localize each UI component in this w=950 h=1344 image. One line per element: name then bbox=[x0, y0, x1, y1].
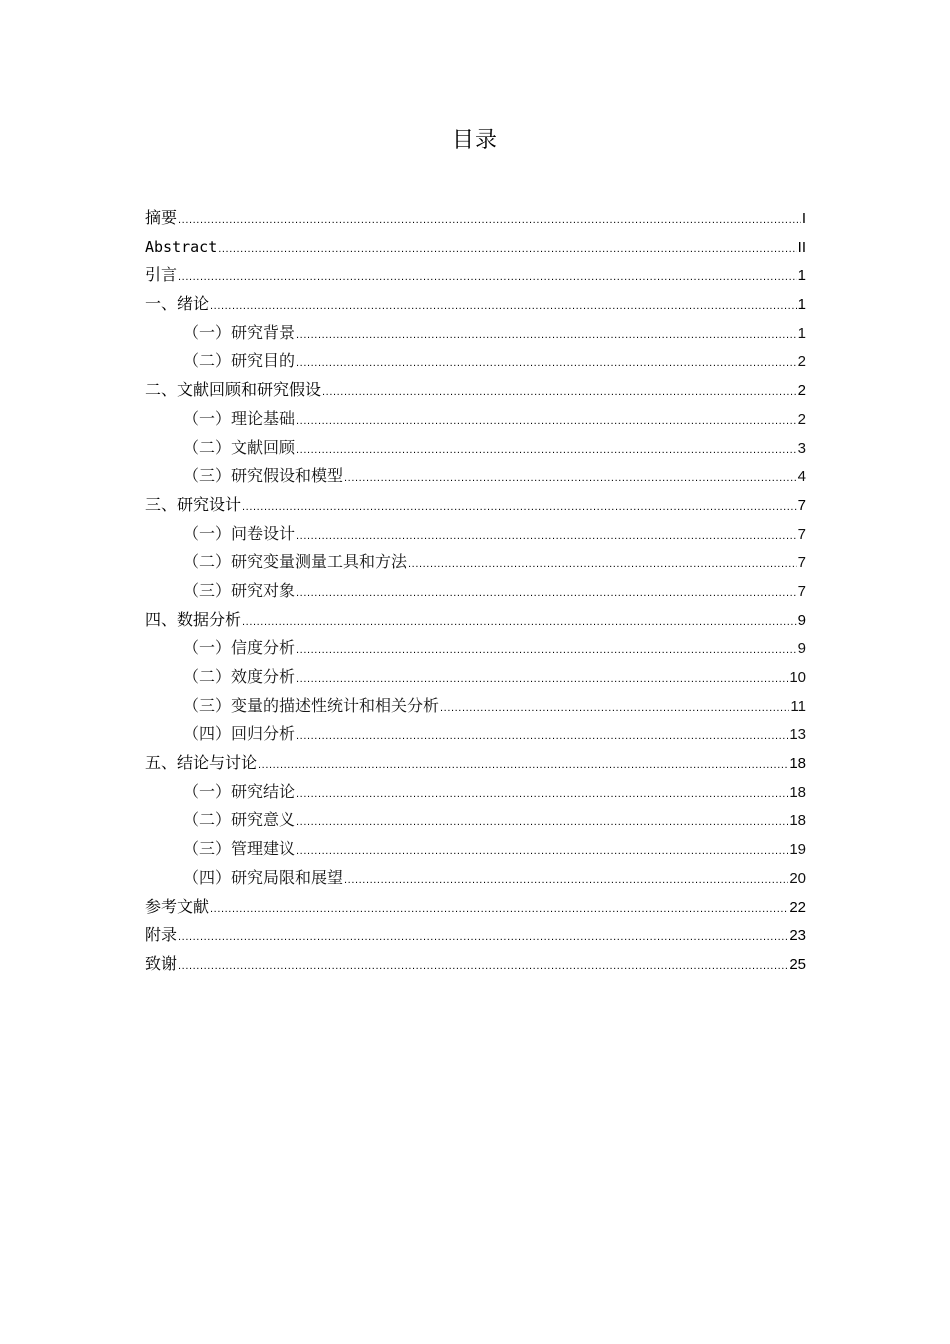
toc-entry-page: 1 bbox=[797, 296, 806, 314]
toc-entry-chapter-2[interactable] bbox=[145, 376, 806, 405]
toc-leader bbox=[296, 837, 788, 866]
toc-entry-label: （四）回归分析 bbox=[183, 724, 296, 744]
toc-entry-label: （二）研究意义 bbox=[183, 810, 296, 830]
toc-entry-label: （二）研究变量测量工具和方法 bbox=[183, 552, 408, 572]
toc-entry-label: 参考文献 bbox=[145, 896, 210, 916]
toc-entry-page: 7 bbox=[797, 554, 806, 572]
toc-entry-page: 19 bbox=[789, 841, 806, 859]
toc-entry-section[interactable] bbox=[145, 864, 806, 893]
toc-leader bbox=[344, 464, 797, 493]
toc-entry-page: 1 bbox=[797, 324, 806, 342]
toc-entry-page: 2 bbox=[797, 382, 806, 400]
toc-entry-page: 23 bbox=[789, 927, 806, 945]
toc-entry-page: 22 bbox=[789, 898, 806, 916]
toc-entry-label: 引言 bbox=[145, 265, 178, 285]
toc-entry-introduction[interactable] bbox=[145, 261, 806, 290]
toc-entry-label: （二）效度分析 bbox=[183, 667, 296, 686]
toc-entry-page: 20 bbox=[789, 869, 806, 887]
toc-entry-section[interactable] bbox=[145, 577, 806, 606]
toc-entry-page: 4 bbox=[797, 468, 806, 486]
toc-entry-chapter-3[interactable] bbox=[145, 491, 806, 520]
toc-leader bbox=[178, 923, 788, 952]
toc-entry-page: 11 bbox=[790, 697, 806, 715]
toc-entry-acknowledgements[interactable] bbox=[145, 950, 806, 979]
toc-leader bbox=[258, 751, 788, 780]
toc-leader bbox=[210, 292, 797, 321]
toc-leader bbox=[296, 407, 797, 436]
toc-entry-label: 二、文献回顾和研究假设 bbox=[145, 380, 322, 400]
toc-entry-page: 9 bbox=[797, 611, 806, 629]
toc-leader bbox=[296, 522, 797, 551]
toc-entry-section[interactable] bbox=[145, 548, 806, 577]
toc-entry-page: I bbox=[801, 210, 806, 227]
toc-leader bbox=[296, 636, 797, 665]
toc-entry-label: （一）研究背景 bbox=[183, 322, 296, 342]
toc-entry-label: （一）问卷设计 bbox=[183, 523, 296, 543]
toc-entry-section[interactable] bbox=[145, 319, 806, 348]
toc-leader bbox=[178, 263, 797, 292]
toc-entry-section[interactable] bbox=[145, 692, 806, 721]
toc-entry-section[interactable] bbox=[145, 778, 806, 807]
toc-leader bbox=[242, 608, 797, 637]
toc-entry-section[interactable] bbox=[145, 347, 806, 376]
toc-entry-section[interactable] bbox=[145, 663, 806, 692]
toc-entry-appendix[interactable] bbox=[145, 921, 806, 950]
toc-entry-label: （一）理论基础 bbox=[183, 408, 296, 428]
toc-entry-label: （三）变量的描述性统计和相关分析 bbox=[183, 695, 440, 715]
toc-leader bbox=[296, 349, 797, 378]
toc-leader bbox=[296, 665, 788, 694]
toc-leader bbox=[322, 378, 797, 407]
toc-leader bbox=[296, 579, 797, 608]
toc-leader bbox=[296, 808, 788, 837]
toc-leader bbox=[296, 722, 788, 751]
toc-entry-label: 摘要 bbox=[145, 208, 178, 227]
toc-leader bbox=[178, 206, 801, 235]
toc-entry-section[interactable] bbox=[145, 434, 806, 463]
toc-leader bbox=[178, 952, 788, 981]
toc-entry-chapter-4[interactable] bbox=[145, 606, 806, 635]
toc-entry-label: 附录 bbox=[145, 925, 178, 945]
toc-leader bbox=[408, 550, 797, 579]
toc-list bbox=[145, 204, 806, 979]
toc-leader bbox=[296, 780, 788, 809]
toc-entry-section[interactable] bbox=[145, 405, 806, 434]
toc-entry-page: 18 bbox=[789, 812, 806, 830]
toc-entry-page: 7 bbox=[797, 582, 806, 600]
toc-leader bbox=[296, 321, 797, 350]
toc-entry-references[interactable] bbox=[145, 893, 806, 922]
toc-entry-label: 四、数据分析 bbox=[145, 609, 242, 629]
toc-entry-section[interactable] bbox=[145, 835, 806, 864]
toc-leader bbox=[296, 436, 797, 465]
toc-entry-page: 3 bbox=[797, 439, 806, 457]
toc-leader bbox=[242, 493, 797, 522]
toc-entry-label: （四）研究局限和展望 bbox=[183, 867, 344, 887]
toc-entry-page: 1 bbox=[797, 267, 806, 285]
toc-entry-label: （三）管理建议 bbox=[183, 839, 296, 859]
toc-leader bbox=[210, 895, 788, 924]
toc-entry-chapter-1[interactable] bbox=[145, 290, 806, 319]
toc-entry-section[interactable] bbox=[145, 806, 806, 835]
toc-entry-section[interactable] bbox=[145, 462, 806, 491]
toc-entry-label: 致谢 bbox=[145, 953, 178, 973]
toc-entry-page: II bbox=[797, 238, 806, 256]
toc-entry-section[interactable] bbox=[145, 520, 806, 549]
toc-leader bbox=[218, 235, 796, 264]
toc-entry-label: 一、绪论 bbox=[145, 294, 210, 314]
toc-entry-label: （三）研究对象 bbox=[183, 580, 296, 600]
toc-entry-page: 7 bbox=[797, 496, 806, 514]
toc-entry-page: 2 bbox=[797, 353, 806, 371]
toc-entry-page: 7 bbox=[797, 525, 806, 543]
toc-entry-label: （一）研究结论 bbox=[183, 781, 296, 801]
toc-entry-label: 三、研究设计 bbox=[145, 494, 242, 514]
toc-leader bbox=[344, 866, 788, 895]
toc-entry-page: 18 bbox=[789, 783, 806, 801]
toc-entry-page: 2 bbox=[797, 410, 806, 428]
toc-entry-page: 25 bbox=[789, 955, 806, 973]
toc-entry-chapter-5[interactable] bbox=[145, 749, 806, 778]
toc-entry-section[interactable] bbox=[145, 634, 806, 663]
toc-entry-page: 13 bbox=[789, 726, 806, 744]
toc-entry-label: Abstract bbox=[145, 237, 218, 256]
toc-entry-page: 9 bbox=[797, 640, 806, 658]
toc-entry-label: （二）研究目的 bbox=[183, 351, 296, 371]
toc-entry-label: （二）文献回顾 bbox=[183, 437, 296, 457]
toc-title: 目录 bbox=[451, 128, 498, 153]
toc-entry-label: 五、结论与讨论 bbox=[145, 753, 258, 773]
toc-entry-abstract-cn[interactable] bbox=[145, 204, 806, 233]
toc-entry-section[interactable] bbox=[145, 720, 806, 749]
toc-entry-label: （一）信度分析 bbox=[183, 638, 296, 658]
toc-leader bbox=[440, 694, 789, 723]
toc-entry-page: 18 bbox=[789, 755, 806, 773]
toc-entry-page: 10 bbox=[789, 669, 806, 686]
toc-entry-label: （三）研究假设和模型 bbox=[183, 466, 344, 486]
toc-entry-abstract-en[interactable] bbox=[145, 233, 806, 262]
